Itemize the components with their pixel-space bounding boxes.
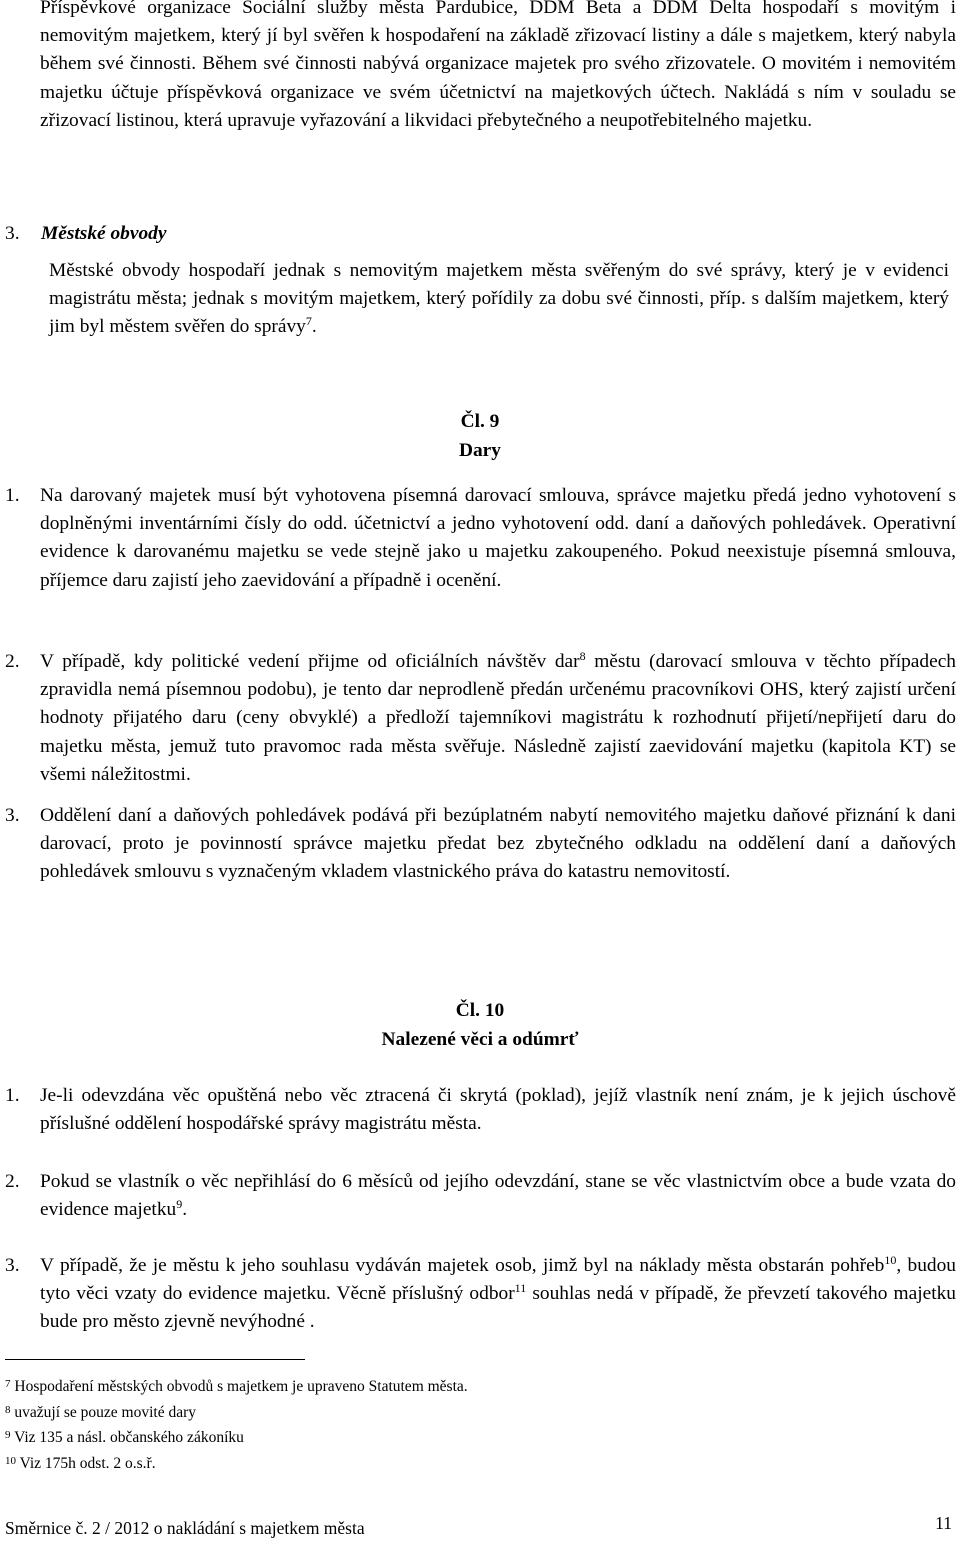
footnote: $^7$ Hospodaření městských obvodů s majetkem je upraveno Statutem města. xyxy=(5,1378,468,1395)
section-3-paragraph: Městské obvody hospodaří jednak s nemovitým majetkem města svěřeným do své správy, který je v evidenci magistrátu města; jednak s movitým majetkem, který pořídily za dobu své činnosti, příp. s dalším majetkem, který jim byl městem svěřen do správy$^7$. xyxy=(49,260,949,338)
footnote-divider xyxy=(5,1359,305,1360)
list-item: 2. Pokud se vlastník o věc nepřihlásí do 6 měsíců od jejího odevzdání, stane se věc vlastnictvím obce a bude vzata do evidence majetku$^9$. xyxy=(5,1171,956,1221)
footnote-ref-7: 7 xyxy=(305,314,312,329)
list-item: 3. V případě, že je městu k jeho souhlasu vydáván majetek osob, jimž byl na náklady města obstarán pohřeb$^{10}$, budou tyto věci vzaty do evidence majetku. Věcně příslušný odbor$^{11}$ souhlas nedá v případě, že převzetí takového majetku bude pro město zjevně nevýhodné . xyxy=(5,1253,956,1333)
section-3-number: 3. xyxy=(5,223,20,244)
footnote-ref-11: 11 xyxy=(514,1281,527,1296)
article-10-number: Čl. 10 xyxy=(455,1000,505,1021)
article-10-title: Nalezené věci a odúmrť xyxy=(381,1029,579,1050)
footnote-ref-8: 8 xyxy=(579,649,586,663)
footnote: $^8$ uvažují se pouze movité dary xyxy=(5,1403,197,1421)
footnote-ref-9: 9 xyxy=(176,1197,183,1212)
list-item: 1. Na darovaný majetek musí být vyhotovena písemná darovací smlouva, správce majetku předá jedno vyhotovení s doplněnými inventárními čísly do odd. účetnictví a jedno vyhotovení odd. daní a daňových pohledávek. Operativní evidence k darovanému majetku se vede stejně jako u majetku zakoupeného. Pokud neexistuje písemná smlouva, příjemce daru zajistí jeho zaevidování a případně i ocenění. xyxy=(5,485,956,591)
section-3-title: Městské obvody xyxy=(41,223,167,244)
article-9-title: Dary xyxy=(458,440,501,461)
list-item: 1. Je-li odevzdána věc opuštěná nebo věc ztracená či skrytá (poklad), jejíž vlastník není znám, je k jejich úschově příslušné oddělení hospodářské správy magistrátu města. xyxy=(5,1085,956,1135)
article-9-number: Čl. 9 xyxy=(460,411,500,432)
footnote: $^{10}$ Viz 175h odst. 2 o.s.ř. xyxy=(5,1454,156,1472)
footnote: $^9$ Viz 135 a násl. občanského zákoníku xyxy=(5,1429,244,1446)
footer-title: Směrnice č. 2 / 2012 o nakládání s majetkem města xyxy=(5,1518,365,1538)
intro-paragraph: Příspěvkové organizace Sociální služby města Pardubice, DDM Beta a DDM Delta hospodaří s movitým i nemovitým majetkem, který jí byl svěřen k hospodaření na základě zřizovací listiny a dále s majetkem, který nabyla během své činnosti. Během své činnosti nabývá organizace majetek pro svého zřizovatele. O movitém i nemovitém majetku účtuje příspěvková organizace ve svém účetnictví na majetkových účtech. Nakládá s ním v souladu se zřizovací listinou, která upravuje vyřazování a likvidaci přebytečného a neupotřebitelného majetku. xyxy=(40,0,956,131)
list-item: 2. V případě, kdy politické vedení přijme od oficiálních návštěv dar$^8$ městu (darovací smlouva v těchto případech zpravidla nemá písemnou podobu), je tento dar neprodleně předán určenému pracovníkovi OHS, který zajistí určení hodnoty přijatého daru (ceny obvyklé) a předloží tajemníkovi magistrátu k rozhodnutí přijetí/nepřijetí daru do majetku města, jemuž tuto pravomoc rada města svěřuje. Následně zajistí zaevidování majetku (kapitola KT) se všemi náležitostmi. xyxy=(5,649,957,785)
footnotes xyxy=(5,1373,905,1475)
section-3-heading xyxy=(5,220,166,248)
page-number: 11 xyxy=(935,1513,952,1533)
list-item: 3. Oddělení daní a daňových pohledávek podává při bezúplatném nabytí nemovitého majetku daňové přiznání k dani darovací, proto je povinností správce majetku předat bez zbytečného odkladu na oddělení daní a daňových pohledávek smlouvu s vyznačeným vkladem vlastnického práva do katastru nemovitostí. xyxy=(5,805,956,883)
footnote-ref-10: 10 xyxy=(884,1253,897,1267)
